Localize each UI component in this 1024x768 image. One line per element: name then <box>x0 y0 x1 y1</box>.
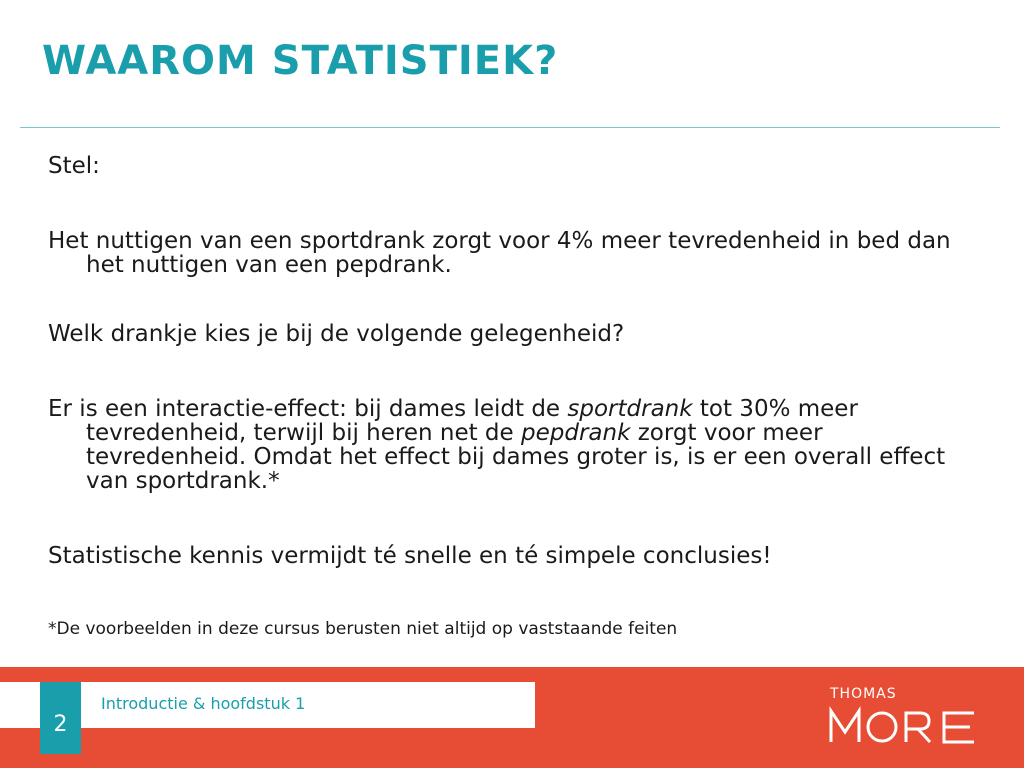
page-number-box <box>40 682 81 754</box>
paragraph-intro: Stel: <box>48 153 100 179</box>
paragraph-premise: Het nuttigen van een sportdrank zorgt voor 4% meer tevredenheid in bed dan het nuttigen van een pepdrank. <box>48 228 951 278</box>
paragraph-conclusion: Statistische kennis vermijdt té snelle en té simpele conclusies! <box>48 543 772 569</box>
emphasis-sportdrank: sportdrank <box>567 396 693 422</box>
logo-wordmark-top: THOMAS <box>830 686 897 702</box>
paragraph-interaction-effect <box>48 397 988 493</box>
interaction-text-2: tot 30% meer tevredenheid, terwijl bij heren net de <box>86 396 858 446</box>
title-divider <box>20 127 1000 128</box>
interaction-text-1: Er is een interactie-effect: bij dames leidt de <box>48 396 568 422</box>
thomas-more-logo <box>828 686 978 748</box>
section-label: Introductie & hoofdstuk 1 <box>101 694 306 713</box>
footnote: *De voorbeelden in deze cursus berusten niet altijd op vaststaande feiten <box>48 619 678 639</box>
paragraph-question: Welk drankje kies je bij de volgende gelegenheid? <box>48 321 625 347</box>
emphasis-pepdrank: pepdrank <box>521 420 631 446</box>
slide-title: WAAROM STATISTIEK? <box>42 38 559 84</box>
page-number: 2 <box>53 712 68 737</box>
interaction-text-3: zorgt voor meer tevredenheid. Omdat het effect bij dames groter is, is er een overall effect van sportdrank.* <box>86 420 946 494</box>
logo-wordmark-more <box>828 702 978 748</box>
